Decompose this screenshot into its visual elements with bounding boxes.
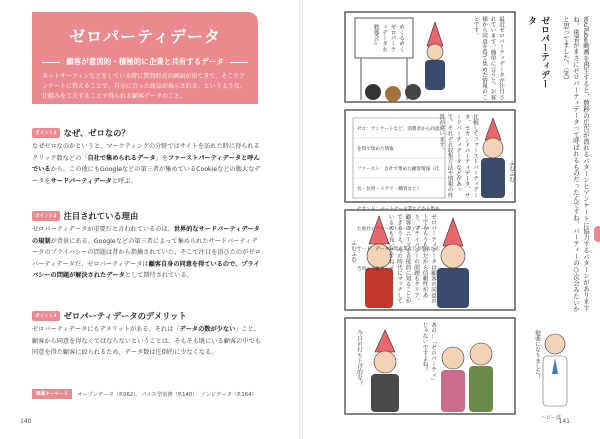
page-title: ゼロパーティデータ xyxy=(69,27,221,46)
page-number-right: 141 xyxy=(558,418,570,425)
list-item-label: セカンド xyxy=(357,207,376,212)
body-text-run: と呼ぶ。 xyxy=(111,177,137,185)
point-badge: ポイント2 xyxy=(32,211,60,221)
emphasis-text: 世界的なサードパーティデータの規制 xyxy=(32,226,260,245)
body-text-run: た時に得られるクリック数などの「 xyxy=(32,143,260,162)
panel-4-bubble-2: 今日の打ち上げ的な？ xyxy=(356,330,362,386)
keywords-label: 関連キーワード xyxy=(32,389,72,399)
audience-head xyxy=(405,84,421,100)
panel-2-sfx: ふむふむ xyxy=(508,160,514,183)
narration-text: YouTube動画を再生すると、数秒の広告が流れるパターンとアンケートに協力するパターンがありますね。後者がまさにゼロパーティデータって呼ばれるものだったんですね。パーティーの○次会みたいかと思ってました。（笑） xyxy=(562,16,590,312)
list-item-label: ゼロ xyxy=(357,127,367,132)
emphasis-text: 自社で集められるデータ xyxy=(87,154,156,162)
panel-2-caption: 比較してファーストパーティデータ、セカンドパーティデータ、サードパーティデータなどがあって、それぞれ収集方法や情報の性質が違います。 xyxy=(438,114,478,198)
mascot-label: ヘビー部 xyxy=(541,415,561,421)
keywords-text: オープンデータ（P.062）、パルス型消費（P.140）、ゾンビデータ（P.164） xyxy=(77,392,257,398)
section-1-heading xyxy=(32,127,130,139)
side-comment: 勉強になりました！ xyxy=(534,330,540,381)
body-text-run: ゼロパーティデータにもデメリットがある。それは「 xyxy=(32,326,180,333)
whiteboard-text: めくるめくゼロパーティデータお勉強会☆ xyxy=(372,24,404,52)
section-title: なぜ、ゼロなの？ xyxy=(63,128,130,138)
body-text-run: から。この他にもGoogleなどの第三者が集めているCookieなどの膨大なデータを xyxy=(32,166,261,185)
couple-figures xyxy=(441,343,493,412)
section-2-heading xyxy=(32,210,138,222)
list-item-text: パートナー企業などから集めた他社のファーストパーティデータ xyxy=(357,207,440,232)
body-text-run: 」こと。顧客から同意を得なくてはならないということは、そもそも既にいる顧客の中でも同意を得た顧客に絞られるため、データ数は圧倒的に少なくなる。 xyxy=(32,326,261,357)
panel-3-caption: ゼロパーティデータは顧客の同意の上でもらうものだから信頼性があり、プライバシーの問題もクリア。顧客のニーズを直接的に知ることができるうえ、今の時代にマッチしているのも良いですね。 xyxy=(387,214,436,304)
panel-3-sfx: ふむふむ xyxy=(350,240,356,263)
point-badge: ポイント1 xyxy=(32,128,60,138)
right-page xyxy=(303,0,600,439)
section-title: ゼロパーティデータのデメリット xyxy=(63,311,187,321)
list-item-text: アンケートなど、消費者から同意を得て集めた情報 xyxy=(357,127,440,152)
emphasis-text: データの数が少ない xyxy=(179,326,236,333)
emphasis-text: サードパーティデータ xyxy=(50,177,112,185)
audience-head xyxy=(365,84,381,100)
panel-1-caption: 最近ゼロパーティデータが注目されています。簡単に言うと、お客様から同意を得て集めた情報のことです。 xyxy=(472,16,504,100)
list-item: サード：データ収集企業などが集めた広告用の大量データ xyxy=(357,247,440,272)
list-item-text: データ収集企業などが集めた広告用の大量データ xyxy=(357,247,440,272)
list-item-label: サード xyxy=(357,247,371,252)
emphasis-text: 顧客自身の同意を得ているので、プライバシーの問題が解決されたデータ xyxy=(32,260,260,280)
section-3-body xyxy=(32,324,262,359)
section-2-body xyxy=(32,224,262,282)
list-item-text: 自社で集めた顧客情報（氏名・住所・メアド・購買など） xyxy=(357,167,440,192)
vertical-title: ゼロパーティデータ xyxy=(526,16,549,88)
chapter-tab xyxy=(594,226,600,242)
mascot-man-figure xyxy=(543,334,567,406)
emphasis-text: ファーストパーティデータと呼んでいる xyxy=(32,154,260,174)
page-number-left: 140 xyxy=(20,418,32,425)
list-item: ファースト：自社で集めた顧客情報（氏名・住所・メアド・購買など） xyxy=(357,167,440,192)
body-text-run: 」を xyxy=(155,154,168,162)
related-keywords xyxy=(32,389,257,399)
section-title: 注目されている理由 xyxy=(63,211,139,221)
audience-head xyxy=(385,86,401,102)
point-badge: ポイント3 xyxy=(32,311,60,321)
list-item: ゼロ：アンケートなど、消費者から同意を得て集めた情報 xyxy=(357,127,440,152)
bearded-man-figure xyxy=(371,330,399,412)
body-text-run: が背景にある。Googleなどの第三者によって集められたサードパーティデータのプライバシーの問題は昔から指摘されていた。そこで注目を浴びたのがゼロパーティデータだ。ゼロパーティデータは xyxy=(32,237,261,268)
page-subtitle: 顧客が意図的・積極的に企業と共有するデータ xyxy=(32,56,258,67)
header-box xyxy=(32,12,258,104)
list-item: セカンド：パートナー企業などから集めた他社のファーストパーティデータ xyxy=(357,207,440,232)
body-text-run: ゼロパーティデータが重要だと言われているのは、 xyxy=(32,226,174,233)
body-text-run: として期待されている。 xyxy=(124,272,193,280)
section-3-heading xyxy=(32,310,187,322)
left-page xyxy=(0,0,299,439)
listener-figure xyxy=(481,118,505,198)
list-item-label: ファースト xyxy=(357,167,380,172)
section-1-body xyxy=(32,141,262,187)
presenter-figure xyxy=(425,22,445,90)
lead-text: ネットサーフィンなどをしている時に質問形式の画面が出てきて、そこでアンケートに答えることで、自分に合った商品が表示される。というような、仕組みを工夫することで得られる顧客データのこと。 xyxy=(42,73,246,100)
body-text-run: なぜゼロなのかというと、マーケティングの分野ではサイトを訪れ xyxy=(32,143,217,150)
panel-4-bubble: あの…「ゼロパーティ」じゃないですよね？ xyxy=(421,322,436,381)
